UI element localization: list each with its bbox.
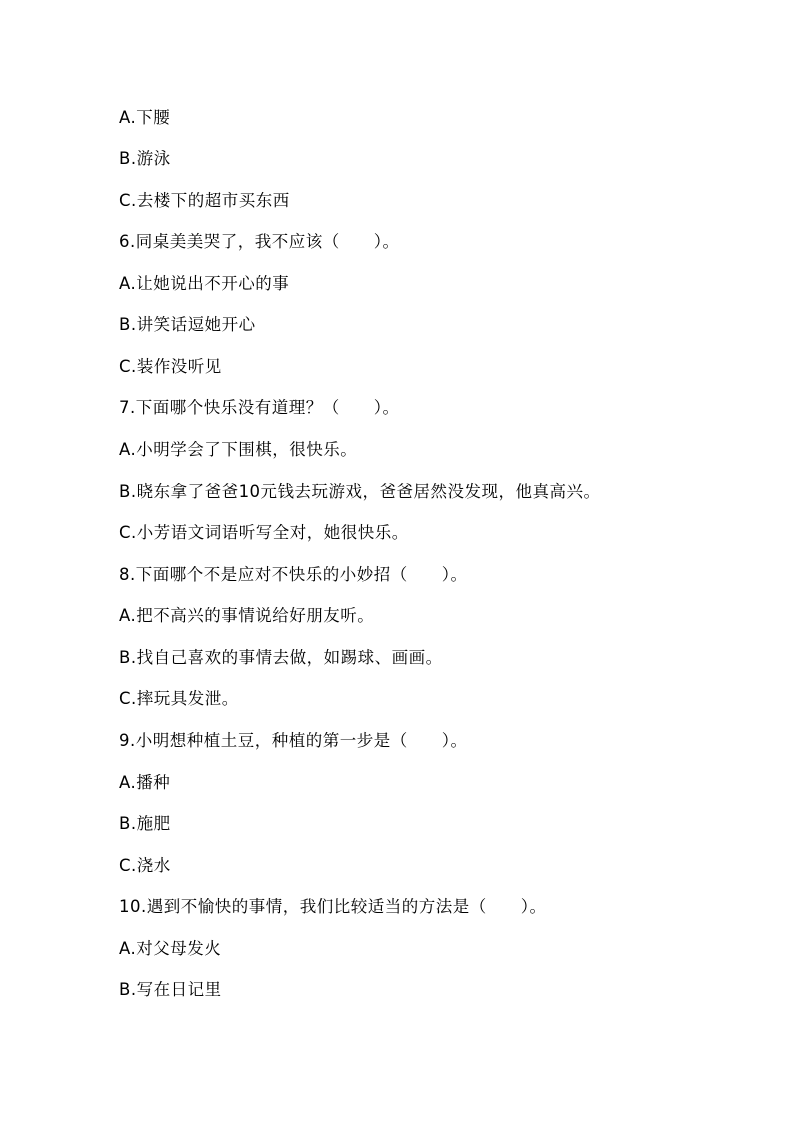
option-5c: C.去楼下的超市买东西 — [119, 191, 290, 210]
option-10a: A.对父母发火 — [119, 939, 222, 958]
question-8: 8.下面哪个不是应对不快乐的小妙招（ ）。 — [119, 565, 468, 584]
question-9: 9.小明想种植土豆，种植的第一步是（ ）。 — [119, 731, 468, 750]
option-10b: B.写在日记里 — [119, 980, 222, 999]
option-7b: B.晓东拿了爸爸10元钱去玩游戏，爸爸居然没发现，他真高兴。 — [119, 482, 601, 501]
question-7: 7.下面哪个快乐没有道理？（ ）。 — [119, 398, 400, 417]
option-9a: A.播种 — [119, 773, 171, 792]
option-9c: C.浇水 — [119, 856, 171, 875]
option-8a: A.把不高兴的事情说给好朋友听。 — [119, 606, 375, 625]
option-5b: B.游泳 — [119, 149, 171, 168]
option-7c: C.小芳语文词语听写全对，她很快乐。 — [119, 523, 409, 542]
question-10: 10.遇到不愉快的事情，我们比较适当的方法是（ ）。 — [119, 897, 547, 916]
question-6: 6.同桌美美哭了，我不应该（ ）。 — [119, 232, 400, 251]
option-8b: B.找自己喜欢的事情去做，如踢球、画画。 — [119, 648, 443, 667]
option-8c: C.摔玩具发泄。 — [119, 689, 239, 708]
option-5a: A.下腰 — [119, 108, 171, 127]
option-6c: C.装作没听见 — [119, 357, 222, 376]
option-6a: A.让她说出不开心的事 — [119, 274, 290, 293]
option-7a: A.小明学会了下围棋，很快乐。 — [119, 440, 358, 459]
option-9b: B.施肥 — [119, 814, 171, 833]
option-6b: B.讲笑话逗她开心 — [119, 315, 256, 334]
